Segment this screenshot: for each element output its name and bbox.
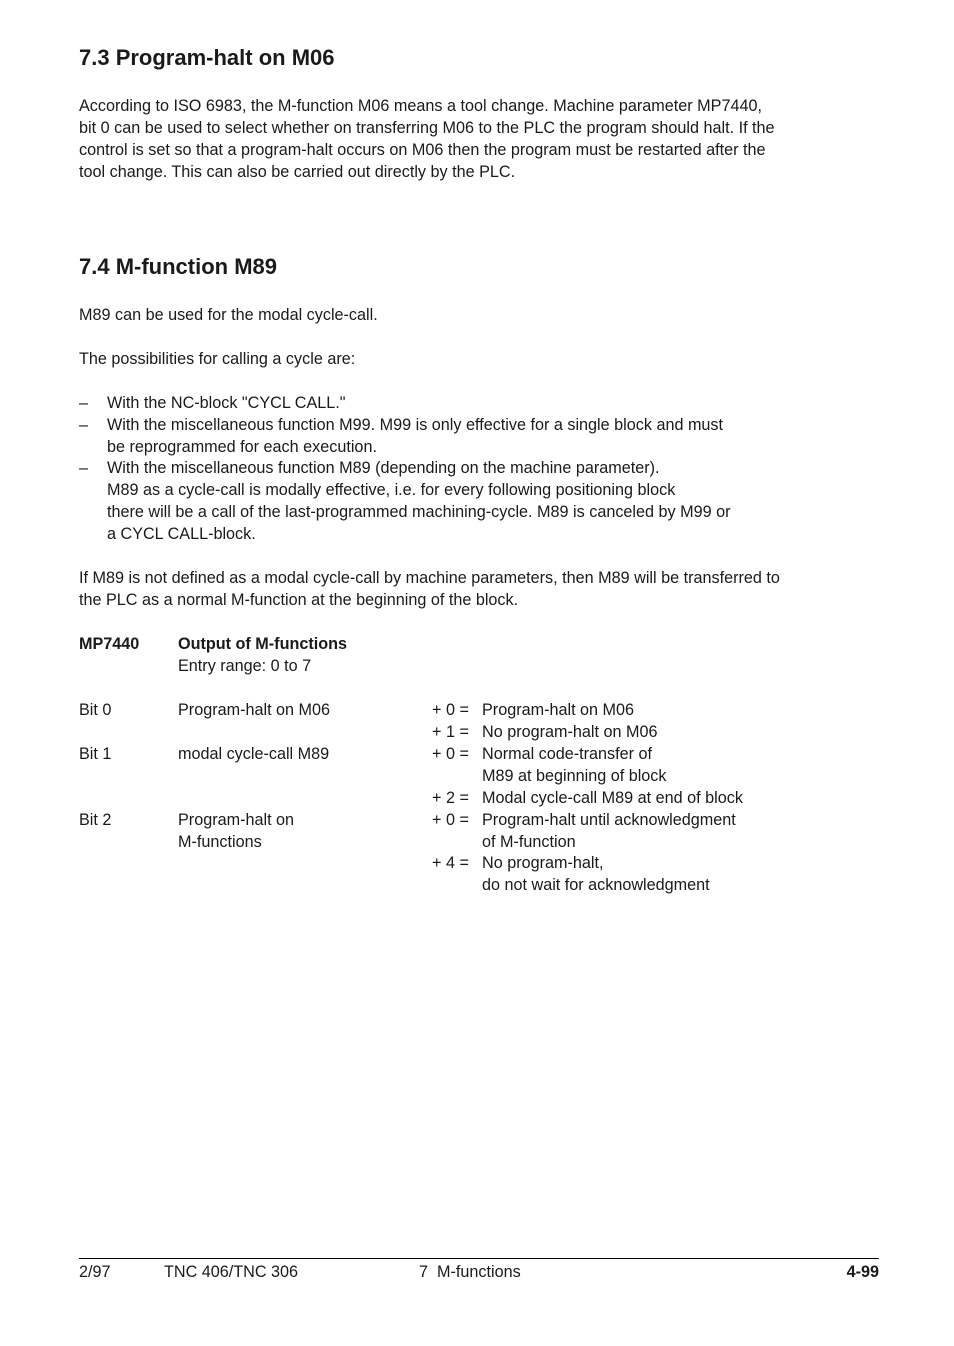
list-item-line: With the miscellaneous function M89 (depending on the machine parameter). [107,459,660,477]
bit-description: Program-halt on [178,811,295,829]
bit-description: Program-halt on M06 [178,701,331,719]
option-text: Program-halt until acknowledgment [482,811,736,829]
option-text: Program-halt on M06 [482,701,635,719]
bit-label: Bit 0 [79,701,112,719]
footer-chapter: 7 M-functions [419,1263,521,1281]
paragraph-line: tool change. This can also be carried out directly by the PLC. [79,163,516,181]
list-dash: – [79,459,89,477]
option-text: Normal code-transfer of [482,745,653,763]
option-text: No program-halt, [482,854,604,872]
bit-label: Bit 1 [79,745,112,763]
section-heading-7-3: 7.3 Program-halt on M06 [79,45,335,70]
option-text: of M-function [482,833,576,851]
closing-line: the PLC as a normal M-function at the beginning of the block. [79,591,519,609]
footer-product: TNC 406/TNC 306 [164,1263,299,1281]
parameter-title: Output of M-functions [178,635,348,653]
bit-description: M-functions [178,833,262,851]
list-item-line: there will be a call of the last-programmed machining-cycle. M89 is canceled by M99 or [107,503,731,521]
parameter-id: MP7440 [79,635,140,653]
option-text: No program-halt on M06 [482,723,658,741]
list-item-line: With the NC-block "CYCL CALL." [107,394,346,412]
option-text: do not wait for acknowledgment [482,876,710,894]
bit-description: modal cycle-call M89 [178,745,330,763]
closing-line: If M89 is not defined as a modal cycle-call by machine parameters, then M89 will be transferred to [79,569,780,587]
option-code: + 2 = [432,789,469,807]
option-text: M89 at beginning of block [482,767,667,785]
possibilities-text: The possibilities for calling a cycle are: [79,350,356,368]
list-dash: – [79,416,89,434]
option-code: + 0 = [432,811,469,829]
section-heading-7-4: 7.4 M-function M89 [79,254,278,279]
option-code: + 1 = [432,723,469,741]
option-code: + 4 = [432,854,469,872]
list-item-line: be reprogrammed for each execution. [107,438,377,456]
list-item-line: a CYCL CALL-block. [107,525,256,543]
bit-label: Bit 2 [79,811,112,829]
parameter-range: Entry range: 0 to 7 [178,657,312,675]
option-code: + 0 = [432,701,469,719]
footer-date: 2/97 [79,1263,111,1281]
option-text: Modal cycle-call M89 at end of block [482,789,743,807]
page-number: 4-99 [846,1263,879,1281]
option-code: + 0 = [432,745,469,763]
footer-rule [79,1258,879,1259]
paragraph-line: bit 0 can be used to select whether on transferring M06 to the PLC the program should halt. If the [79,119,775,137]
list-dash: – [79,394,89,412]
list-item-line: M89 as a cycle-call is modally effective, i.e. for every following positioning block [107,481,676,499]
list-item-line: With the miscellaneous function M99. M99 is only effective for a single block and must [107,416,724,434]
paragraph-line: According to ISO 6983, the M-function M06 means a tool change. Machine parameter MP7440, [79,97,762,115]
intro-text: M89 can be used for the modal cycle-call. [79,306,378,324]
paragraph-line: control is set so that a program-halt occurs on M06 then the program must be restarted after the [79,141,766,159]
